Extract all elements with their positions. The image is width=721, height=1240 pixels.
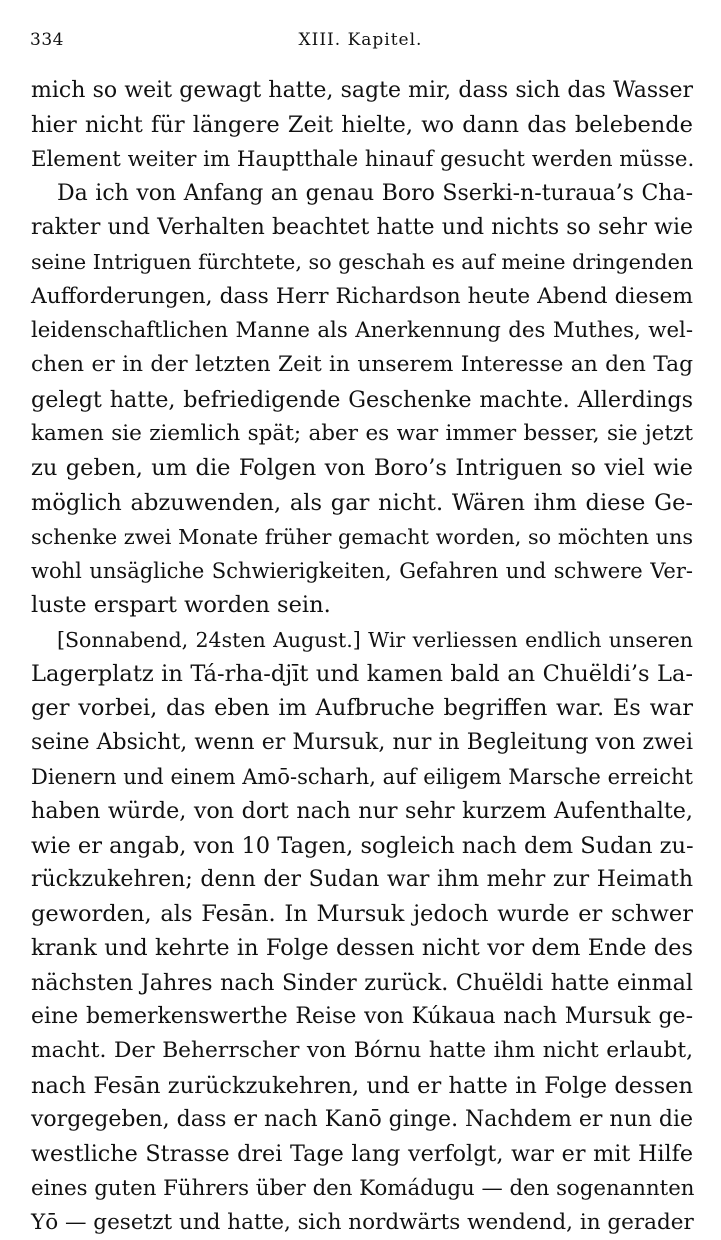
- text-line: vorgegeben, dass er nach Kanō ginge. Nachdem er nun die: [31, 1106, 694, 1132]
- text-line: seine Absicht, wenn er Mursuk, nur in Begleitung von zwei: [31, 729, 693, 755]
- text-line: [Sonnabend, 24sten August.] Wir verliessen endlich unseren: [57, 627, 693, 652]
- text-line: Yō — gesetzt und hatte, sich nordwärts wendend, in gerader: [31, 1209, 694, 1235]
- text-line: krank und kehrte in Folge dessen nicht vor dem Ende des: [31, 935, 693, 962]
- text-line: chen er in der letzten Zeit in unserem Interesse an den Tag: [31, 352, 693, 378]
- text-line: hier nicht für längere Zeit hielte, wo dann das belebende: [31, 112, 693, 139]
- text-line: kamen sie ziemlich spät; aber es war immer besser, sie jetzt: [31, 420, 693, 446]
- text-line: zu geben, um die Folgen von Boro’s Intriguen so viel wie: [31, 455, 693, 482]
- text-line: ger vorbei, das eben im Aufbruche begriffen war. Es war: [31, 695, 693, 722]
- text-line: haben würde, von dort nach nur sehr kurzem Aufenthalte,: [31, 798, 693, 825]
- text-line: macht. Der Beherrscher von Bórnu hatte ihm nicht erlaubt,: [31, 1038, 693, 1064]
- page-number: 334: [30, 30, 64, 50]
- text-line: nächsten Jahres nach Sinder zurück. Chuëldi hatte einmal: [31, 969, 693, 996]
- text-line: luste erspart worden sein.: [31, 592, 331, 619]
- text-line: nach Fesān zurückzukehren, und er hatte in Folge dessen: [31, 1072, 693, 1099]
- text-line: rückzukehren; denn der Sudan war ihm mehr zur Heimath: [31, 866, 693, 892]
- text-line: leidenschaftlichen Manne als Anerkennung des Muthes, wel-: [31, 318, 693, 344]
- text-line: rakter und Verhalten beachtet hatte und nichts so sehr wie: [31, 215, 693, 241]
- text-line: wie er angab, von 10 Tagen, sogleich nach dem Sudan zu-: [31, 832, 694, 859]
- text-line: Dienern und einem Amō-scharh, auf eiligem Marsche erreicht: [31, 764, 693, 789]
- text-line: westliche Strasse drei Tage lang verfolgt, war er mit Hilfe: [31, 1141, 693, 1168]
- text-line: mich so weit gewagt hatte, sagte mir, dass sich das Wasser: [31, 78, 693, 103]
- chapter-title: XIII. Kapitel.: [298, 30, 423, 50]
- text-line: möglich abzuwenden, als gar nicht. Wären ihm diese Ge-: [31, 489, 693, 516]
- text-line: gelegt hatte, befriedigende Geschenke machte. Allerdings: [31, 386, 693, 413]
- text-line: schenke zwei Monate früher gemacht worden, so möchten uns: [31, 524, 693, 549]
- text-line: seine Intriguen fürchtete, so geschah es auf meine dringenden: [31, 250, 694, 275]
- text-line: Element weiter im Hauptthale hinauf gesucht werden müsse.: [31, 146, 695, 172]
- text-line: eines guten Führers über den Komádugu — den sogenannten: [31, 1175, 695, 1201]
- running-head: [30, 30, 691, 58]
- text-line: geworden, als Fesān. In Mursuk jedoch wurde er schwer: [31, 901, 693, 928]
- text-line: wohl unsägliche Schwierigkeiten, Gefahren und schwere Ver-: [31, 559, 693, 584]
- body-text: [31, 74, 693, 1240]
- text-line: Da ich von Anfang an genau Boro Sserki-n-turaua’s Cha-: [57, 180, 693, 206]
- text-line: eine bemerkenswerthe Reise von Kúkaua nach Mursuk ge-: [31, 1004, 693, 1030]
- text-line: Aufforderungen, dass Herr Richardson heute Abend diesem: [31, 283, 693, 309]
- text-line: Lagerplatz in Tá-rha-djīt und kamen bald an Chuëldi’s La-: [31, 661, 693, 688]
